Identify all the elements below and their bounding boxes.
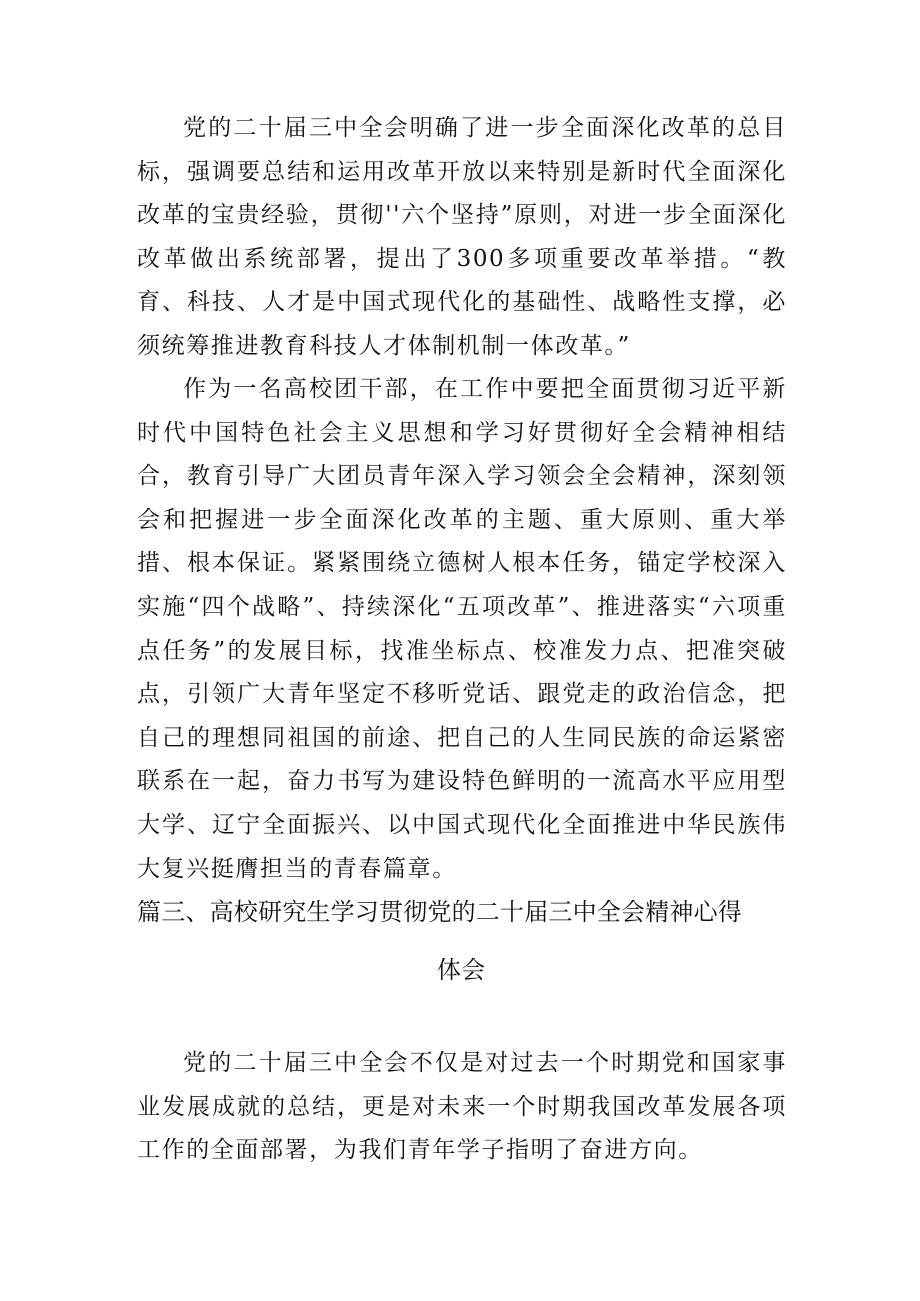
- body-paragraph-1: 党的二十届三中全会明确了进一步全面深化改革的总目标，强调要总结和运用改革开放以来特别是新时代全面深化改革的宝贵经验，贯彻''六个坚持”原则，对进一步全面深化改革做出系统部署，提出了300多项重要改革举措。“教育、科技、人才是中国式现代化的基础性、战略性支撑，必须统筹推进教育科技人才体制机制一体改革。”: [137, 115, 787, 359]
- section-heading-line-2: 体会: [437, 956, 486, 984]
- body-paragraph-2: 作为一名高校团干部，在工作中要把全面贯彻习近平新时代中国特色社会主义思想和学习好贯彻好全会精神相结合，教育引导广大团员青年深入学习领会全会精神，深刻领会和把握进一步全面深化改革的主题、重大原则、重大举措、根本保证。紧紧围绕立德树人根本任务，锚定学校深入实施“四个战略”、持续深化“五项改革”、推进落实“六项重点任务”的发展目标，找准坐标点、校准发力点、把准突破点，引领广大青年坚定不移听党话、跟党走的政治信念，把自己的理想同祖国的前途、把自己的人生同民族的命运紧密联系在一起，奋力书写为建设特色鲜明的一流高水平应用型大学、辽宁全面振兴、以中国式现代化全面推进中华民族伟大复兴挺膺担当的青春篇章。: [137, 376, 787, 882]
- body-paragraph-3: 党的二十届三中全会不仅是对过去一个时期党和国家事业发展成就的总结，更是对未来一个时期我国改革发展各项工作的全面部署，为我们青年学子指明了奋进方向。: [137, 1050, 787, 1164]
- section-heading-line-1: 篇三、高校研究生学习贯彻党的二十届三中全会精神心得: [137, 898, 742, 926]
